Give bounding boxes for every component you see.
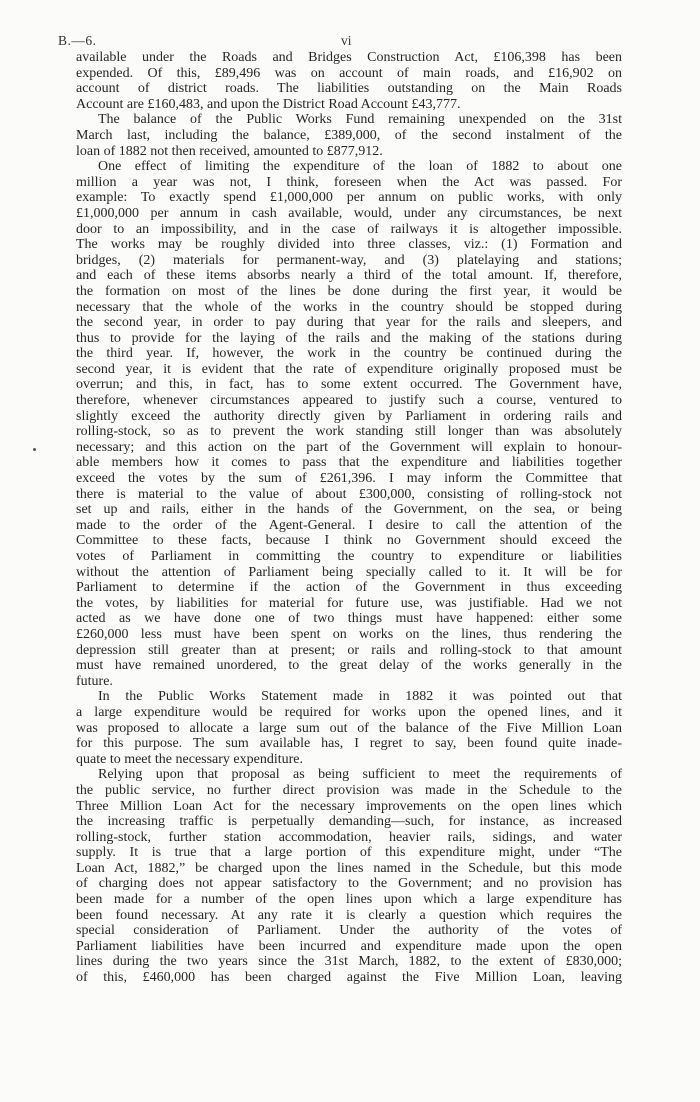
- text-line: depression still greater than at present; or rails and rolling-stock to that amount: [76, 642, 622, 658]
- text-line: rolling-stock, further station accommodation, heavier rails, sidings, and water: [76, 829, 622, 845]
- text-line: bridges, (2) materials for permanent-way, and (3) platelaying and stations;: [76, 252, 622, 268]
- text-line: rolling-stock, so as to prevent the work standing still longer than was absolutely: [76, 424, 622, 440]
- text-line: £260,000 less must have been spent on works on the lines, thus rendering the: [76, 626, 622, 642]
- text-line: there is material to the value of about £300,000, consisting of rolling-stock not: [76, 486, 622, 502]
- text-line: overrun; and this, in fact, has to some extent occurred. The Government have,: [76, 377, 622, 393]
- text-line: One effect of limiting the expenditure of the loan of 1882 to about one: [98, 159, 622, 175]
- text-line: without the attention of Parliament being specially called to it. It will be for: [76, 564, 622, 580]
- text-line: able members how it comes to pass that the expenditure and liabilities together: [76, 455, 622, 471]
- text-line: made to the order of the Agent-General. I desire to call the attention of the: [76, 517, 622, 533]
- text-line: special consideration of Parliament. Under the authority of the votes of: [76, 923, 622, 939]
- text-line: for this purpose. The sum available has, I regret to say, been found quite inade-: [76, 736, 622, 752]
- text-line: million a year was not, I think, foreseen when the Act was passed. For: [76, 174, 622, 190]
- text-line: March last, including the balance, £389,000, of the second instalment of the: [76, 127, 622, 143]
- text-line: quate to meet the necessary expenditure.: [76, 751, 304, 767]
- text-line: of this, £460,000 has been charged against the Five Million Loan, leaving: [76, 970, 622, 986]
- text-line: slightly exceed the authority directly given by Parliament in ordering rails and: [76, 408, 622, 424]
- text-line: acted as we have done one of two things must have happened: either some: [76, 611, 622, 627]
- text-line: necessary that the whole of the works in the country should be stopped during: [76, 299, 622, 315]
- page-header: [58, 33, 640, 51]
- text-line: expended. Of this, £89,496 was on account of main roads, and £16,902 on: [76, 65, 622, 81]
- text-line: In the Public Works Statement made in 1882 it was pointed out that: [98, 689, 622, 705]
- document-reference: B.—6.: [58, 33, 97, 48]
- text-line: Loan Act, 1882,” be charged upon the lines named in the Schedule, but this mode: [76, 860, 622, 876]
- margin-mark: [33, 448, 36, 451]
- text-line: the public service, no further direct provision was made in the Schedule to the: [76, 782, 622, 798]
- text-line: loan of 1882 not then received, amounted to £877,912.: [76, 143, 383, 159]
- text-line: Three Million Loan Act for the necessary improvements on the open lines which: [76, 798, 622, 814]
- text-line: the votes, by liabilities for material for future use, was justifiable. Had we not: [76, 595, 622, 611]
- text-line: must have remained unordered, to the great delay of the works generally in the: [76, 658, 622, 674]
- text-line: the second year, in order to pay during that year for the rails and sleepers, and: [76, 315, 622, 331]
- text-line: Parliament liabilities have been incurred and expenditure made upon the open: [76, 938, 622, 954]
- text-line: Relying upon that proposal as being sufficient to meet the requirements of: [98, 767, 622, 783]
- text-line: £1,000,000 per annum in cash available, would, under any circumstances, be next: [76, 205, 622, 221]
- text-line: supply. It is true that a large portion of this expenditure might, under “The: [76, 845, 622, 861]
- text-line: The works may be roughly divided into three classes, viz.: (1) Formation and: [76, 237, 622, 253]
- text-line: Account are £160,483, and upon the District Road Account £43,777.: [76, 96, 461, 112]
- text-line: The balance of the Public Works Fund remaining unexpended on the 31st: [98, 112, 622, 128]
- text-line: been found necessary. At any rate it is clearly a question which requires the: [76, 907, 622, 923]
- text-line: set up and rails, either in the hands of the Government, on the sea, or being: [76, 502, 622, 518]
- page-number: vi: [341, 33, 352, 48]
- text-line: lines during the two years since the 31st March, 1882, to the extent of £830,000;: [76, 954, 622, 970]
- text-line: a large expenditure would be required for works upon the opened lines, and it: [76, 704, 622, 720]
- text-line: exceed the votes by the sum of £261,396. I may inform the Committee that: [76, 471, 622, 487]
- text-line: account of district roads. The liabilities outstanding on the Main Roads: [76, 81, 622, 97]
- text-line: available under the Roads and Bridges Construction Act, £106,398 has been: [76, 50, 622, 65]
- text-line: of charging does not appear satisfactory to the Government; and no provision has: [76, 876, 622, 892]
- text-line: door to an impossibility, and in the case of railways it is altogether impossible.: [76, 221, 622, 237]
- text-line: was proposed to allocate a large sum out of the balance of the Five Million Loan: [76, 720, 622, 736]
- text-line: Committee to these facts, because I think no Government should exceed the: [76, 533, 622, 549]
- text-line: the increasing traffic is perpetually demanding—such, for instance, as increased: [76, 814, 622, 830]
- text-line: therefore, whenever circumstances appeared to justify such a course, ventured to: [76, 393, 622, 409]
- text-line: future.: [76, 673, 113, 689]
- text-line: the third year. If, however, the work in the country be continued during the: [76, 346, 622, 362]
- text-line: the formation on most of the lines be done during the first year, it would be: [76, 283, 622, 299]
- text-line: necessary; and this action on the part of the Government will explain to honour-: [76, 439, 622, 455]
- text-line: Parliament to determine if the action of the Government in thus exceeding: [76, 580, 622, 596]
- text-line: votes of Parliament in committing the country to expenditure or liabilities: [76, 549, 622, 564]
- text-line: been made for a number of the open lines upon which a large expenditure has: [76, 892, 622, 908]
- text-line: example: To exactly spend £1,000,000 per annum on public works, with only: [76, 190, 622, 206]
- text-line: second year, it is evident that the rate of expenditure originally proposed must be: [76, 361, 622, 377]
- text-line: thus to provide for the laying of the rails and the making of the stations during: [76, 330, 622, 346]
- text-line: and each of these items absorbs nearly a third of the total amount. If, therefore,: [76, 268, 622, 284]
- body-text: [76, 50, 622, 986]
